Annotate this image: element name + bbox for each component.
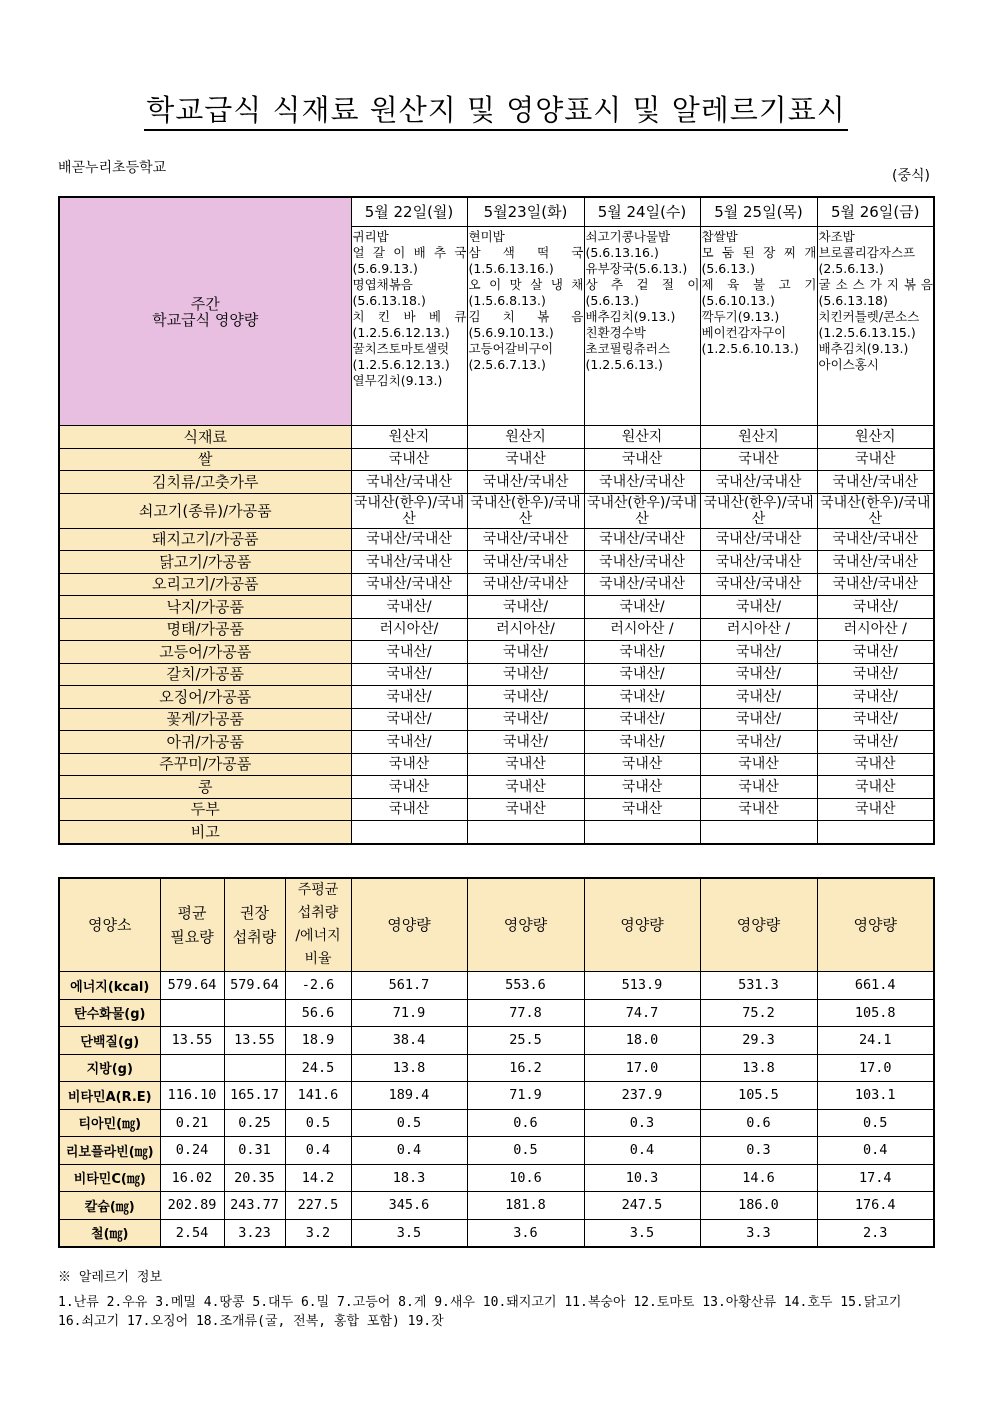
ingredient-label: 두부 bbox=[59, 798, 351, 821]
origin-value: 국내산/ bbox=[351, 686, 467, 709]
menu-item: 찹쌀밥 bbox=[701, 229, 738, 244]
recommended-intake-value bbox=[224, 999, 285, 1027]
menu-item: 고등어갈비구이 bbox=[468, 341, 554, 356]
daily-amount-value: 71.9 bbox=[467, 1082, 584, 1110]
menu-item: (5.6.9.10.13.) bbox=[468, 325, 554, 340]
ingredient-label: 돼지고기/가공품 bbox=[59, 528, 351, 551]
origin-row bbox=[59, 641, 934, 664]
origin-row bbox=[59, 776, 934, 799]
daily-amount-value: 247.5 bbox=[584, 1192, 700, 1220]
menu-item: 꿀치즈토마토샐럿 bbox=[352, 341, 450, 356]
menu-item: 오 이 맛 살 냉 채 bbox=[468, 277, 584, 292]
origin-value: 국내산/국내산 bbox=[817, 551, 934, 574]
menu-item: (5.6.9.13.) bbox=[352, 261, 418, 276]
origin-value: 국내산 bbox=[700, 776, 817, 799]
origin-value: 국내산 bbox=[351, 776, 467, 799]
origin-value: 국내산/ bbox=[700, 641, 817, 664]
origin-value: 국내산/국내산 bbox=[351, 573, 467, 596]
origin-value: 국내산/ bbox=[467, 731, 584, 754]
nutrient-name: 리보플라빈(㎎) bbox=[59, 1137, 160, 1165]
avg-requirement-value: 202.89 bbox=[160, 1192, 224, 1220]
nutrition-table bbox=[58, 877, 935, 1248]
origin-value: 국내산 bbox=[584, 776, 700, 799]
origin-value: 국내산/ bbox=[584, 663, 700, 686]
nutrient-name: 철(㎎) bbox=[59, 1219, 160, 1247]
date-header: 5월 22일(월) bbox=[351, 197, 467, 227]
menu-item: 유부장국(5.6.13.) bbox=[585, 261, 688, 276]
menu-item: 차조밥 bbox=[818, 229, 855, 244]
origin-row bbox=[59, 798, 934, 821]
date-header: 5월 25일(목) bbox=[700, 197, 817, 227]
avg-requirement-value: 2.54 bbox=[160, 1219, 224, 1247]
menu-item: 귀리밥 bbox=[352, 229, 389, 244]
daily-menu-cell bbox=[817, 227, 934, 426]
daily-amount-value: 105.8 bbox=[817, 999, 934, 1027]
origin-value: 원산지 bbox=[584, 426, 700, 449]
menu-item: (5.6.10.13.) bbox=[701, 293, 775, 308]
origin-value: 국내산/ bbox=[467, 708, 584, 731]
allergy-title: ※ 알레르기 정보 bbox=[58, 1270, 163, 1285]
origin-value bbox=[584, 821, 700, 844]
nutrition-row bbox=[59, 1164, 934, 1192]
daily-menu-cell bbox=[584, 227, 700, 426]
origin-value: 국내산/ bbox=[351, 596, 467, 619]
nutrition-row bbox=[59, 1054, 934, 1082]
origin-value: 국내산/ bbox=[467, 663, 584, 686]
origin-value: 국내산/국내산 bbox=[584, 528, 700, 551]
weekly-average-value: 227.5 bbox=[285, 1192, 351, 1220]
menu-item: (5.6.13.18.) bbox=[352, 293, 426, 308]
origin-table bbox=[58, 196, 935, 845]
ingredient-label: 식재료 bbox=[59, 426, 351, 449]
ingredient-label: 주꾸미/가공품 bbox=[59, 753, 351, 776]
daily-amount-value: 25.5 bbox=[467, 1027, 584, 1055]
origin-value: 국내산/국내산 bbox=[700, 573, 817, 596]
origin-value bbox=[467, 821, 584, 844]
daily-amount-value: 3.3 bbox=[700, 1219, 817, 1247]
menu-item: (1.2.5.6.13.15.) bbox=[818, 325, 916, 340]
origin-value: 국내산 bbox=[467, 798, 584, 821]
daily-amount-value: 75.2 bbox=[700, 999, 817, 1027]
menu-item: 명엽채볶음 bbox=[352, 277, 413, 292]
origin-value: 국내산 bbox=[351, 753, 467, 776]
origin-value: 국내산 bbox=[700, 753, 817, 776]
nutrition-row bbox=[59, 999, 934, 1027]
origin-value: 국내산/국내산 bbox=[467, 573, 584, 596]
menu-item: 아이스홍시 bbox=[818, 357, 879, 372]
avg-requirement-value: 16.02 bbox=[160, 1164, 224, 1192]
menu-item: 깍두기(9.13.) bbox=[701, 309, 780, 324]
menu-item: (2.5.6.13.) bbox=[818, 261, 884, 276]
origin-value: 국내산 bbox=[584, 798, 700, 821]
daily-amount-value: 0.6 bbox=[467, 1109, 584, 1137]
avg-requirement-header: 평균 필요량 bbox=[160, 878, 224, 972]
origin-row bbox=[59, 528, 934, 551]
menu-item: 쇠고기콩나물밥 bbox=[585, 229, 671, 244]
origin-row bbox=[59, 618, 934, 641]
meal-type: (중식) bbox=[892, 168, 930, 184]
menu-item: 모 둠 된 장 찌 개 bbox=[701, 245, 817, 260]
origin-value: 국내산/국내산 bbox=[351, 551, 467, 574]
ingredient-label: 김치류/고춧가루 bbox=[59, 471, 351, 494]
avg-requirement-value: 579.64 bbox=[160, 972, 224, 1000]
origin-value: 국내산 bbox=[467, 753, 584, 776]
school-name: 배곧누리초등학교 bbox=[58, 160, 167, 176]
daily-amount-value: 176.4 bbox=[817, 1192, 934, 1220]
origin-value: 국내산/국내산 bbox=[351, 528, 467, 551]
daily-amount-value: 103.1 bbox=[817, 1082, 934, 1110]
origin-value: 국내산/국내산 bbox=[584, 551, 700, 574]
origin-value: 국내산/국내산 bbox=[700, 551, 817, 574]
daily-amount-value: 18.3 bbox=[351, 1164, 467, 1192]
nutrient-name: 단백질(g) bbox=[59, 1027, 160, 1055]
daily-amount-value: 13.8 bbox=[351, 1054, 467, 1082]
menu-item: (5.6.13.18) bbox=[818, 293, 888, 308]
origin-value: 국내산 bbox=[584, 753, 700, 776]
ingredient-label: 아귀/가공품 bbox=[59, 731, 351, 754]
weekly-average-value: 24.5 bbox=[285, 1054, 351, 1082]
daily-amount-value: 2.3 bbox=[817, 1219, 934, 1247]
daily-amount-value: 553.6 bbox=[467, 972, 584, 1000]
nutrition-row bbox=[59, 1192, 934, 1220]
daily-amount-value: 661.4 bbox=[817, 972, 934, 1000]
origin-value: 러시아산/ bbox=[351, 618, 467, 641]
page-title: 학교급식 식재료 원산지 및 영양표시 및 알레르기표시 bbox=[0, 88, 992, 129]
daily-amount-value: 0.5 bbox=[817, 1109, 934, 1137]
weekly-average-header: 주평균 섭취량 /에너지 비율 bbox=[285, 878, 351, 972]
origin-value: 국내산/ bbox=[351, 731, 467, 754]
menu-item: (1.5.6.8.13.) bbox=[468, 293, 546, 308]
daily-amount-value: 181.8 bbox=[467, 1192, 584, 1220]
daily-menu-cell bbox=[467, 227, 584, 426]
origin-value: 러시아산 / bbox=[817, 618, 934, 641]
origin-value: 국내산/ bbox=[817, 686, 934, 709]
origin-value: 국내산/국내산 bbox=[584, 573, 700, 596]
recommended-intake-value: 13.55 bbox=[224, 1027, 285, 1055]
origin-value: 국내산/국내산 bbox=[700, 471, 817, 494]
ingredient-label: 오징어/가공품 bbox=[59, 686, 351, 709]
daily-amount-value: 29.3 bbox=[700, 1027, 817, 1055]
origin-value: 국내산/ bbox=[817, 708, 934, 731]
allergy-list-line-1: 1.난류 2.우유 3.메밀 4.땅콩 5.대두 6.밀 7.고등어 8.게 9.새우 10.돼지고기 11.복숭아 12.토마토 13.아황산류 14.호두 15.닭고기 bbox=[58, 1295, 902, 1310]
menu-item: 얼 갈 이 배 추 국 bbox=[352, 245, 467, 260]
origin-value: 국내산 bbox=[584, 448, 700, 471]
origin-row bbox=[59, 493, 934, 528]
origin-value: 국내산/ bbox=[351, 708, 467, 731]
daily-amount-value: 38.4 bbox=[351, 1027, 467, 1055]
date-header: 5월 24일(수) bbox=[584, 197, 700, 227]
daily-amount-value: 0.4 bbox=[817, 1137, 934, 1165]
menu-item: 열무김치(9.13.) bbox=[352, 373, 443, 388]
origin-row bbox=[59, 708, 934, 731]
menu-item: 김 치 볶 음 bbox=[468, 309, 584, 324]
amount-header: 영양량 bbox=[700, 878, 817, 972]
daily-amount-value: 16.2 bbox=[467, 1054, 584, 1082]
origin-value: 국내산/ bbox=[584, 641, 700, 664]
menu-item: (1.2.5.6.10.13.) bbox=[701, 341, 799, 356]
avg-requirement-value: 13.55 bbox=[160, 1027, 224, 1055]
ingredient-label: 쌀 bbox=[59, 448, 351, 471]
daily-amount-value: 0.3 bbox=[584, 1109, 700, 1137]
weekly-average-value: 0.5 bbox=[285, 1109, 351, 1137]
amount-header: 영양량 bbox=[584, 878, 700, 972]
origin-value: 국내산/국내산 bbox=[467, 551, 584, 574]
origin-value: 국내산(한우)/국내산 bbox=[351, 493, 467, 528]
menu-item: 상 추 겉 절 이 bbox=[585, 277, 700, 292]
origin-value: 국내산 bbox=[817, 798, 934, 821]
origin-row bbox=[59, 426, 934, 449]
daily-amount-value: 0.4 bbox=[351, 1137, 467, 1165]
origin-value: 국내산 bbox=[351, 448, 467, 471]
origin-value: 국내산/ bbox=[467, 596, 584, 619]
nutrition-row bbox=[59, 1027, 934, 1055]
origin-value: 국내산(한우)/국내산 bbox=[584, 493, 700, 528]
origin-row bbox=[59, 471, 934, 494]
origin-value: 국내산(한우)/국내산 bbox=[467, 493, 584, 528]
daily-amount-value: 3.6 bbox=[467, 1219, 584, 1247]
origin-value: 원산지 bbox=[700, 426, 817, 449]
origin-row bbox=[59, 821, 934, 844]
origin-value: 국내산/ bbox=[700, 686, 817, 709]
origin-row bbox=[59, 753, 934, 776]
daily-amount-value: 561.7 bbox=[351, 972, 467, 1000]
daily-amount-value: 10.3 bbox=[584, 1164, 700, 1192]
nutrient-name: 비타민C(㎎) bbox=[59, 1164, 160, 1192]
allergy-list-line-2: 16.쇠고기 17.오징어 18.조개류(굴, 전복, 홍합 포함) 19.잣 bbox=[58, 1314, 444, 1329]
daily-amount-value: 10.6 bbox=[467, 1164, 584, 1192]
recommended-intake-value: 579.64 bbox=[224, 972, 285, 1000]
origin-row bbox=[59, 596, 934, 619]
origin-value: 국내산 bbox=[700, 798, 817, 821]
origin-value: 국내산/ bbox=[584, 731, 700, 754]
menu-item: 제 육 불 고 기 bbox=[701, 277, 817, 292]
origin-row bbox=[59, 551, 934, 574]
menu-item: 친환경수박 bbox=[585, 325, 646, 340]
origin-value bbox=[700, 821, 817, 844]
daily-amount-value: 345.6 bbox=[351, 1192, 467, 1220]
origin-value bbox=[351, 821, 467, 844]
nutrient-header: 영양소 bbox=[59, 878, 160, 972]
menu-item: (5.6.13.) bbox=[585, 293, 639, 308]
daily-amount-value: 17.4 bbox=[817, 1164, 934, 1192]
menu-item: (1.2.5.6.12.13.) bbox=[352, 357, 450, 372]
date-header: 5월23일(화) bbox=[467, 197, 584, 227]
weekly-average-value: 141.6 bbox=[285, 1082, 351, 1110]
daily-menu-cell bbox=[700, 227, 817, 426]
origin-value: 국내산/국내산 bbox=[700, 528, 817, 551]
origin-value: 러시아산 / bbox=[700, 618, 817, 641]
origin-row bbox=[59, 448, 934, 471]
ingredient-label: 낙지/가공품 bbox=[59, 596, 351, 619]
menu-item: 치킨커틀렛/콘소스 bbox=[818, 309, 920, 324]
recommended-intake-value: 3.23 bbox=[224, 1219, 285, 1247]
ingredient-label: 명태/가공품 bbox=[59, 618, 351, 641]
nutrition-row bbox=[59, 1137, 934, 1165]
daily-amount-value: 14.6 bbox=[700, 1164, 817, 1192]
daily-amount-value: 0.4 bbox=[584, 1137, 700, 1165]
weekly-average-value: 3.2 bbox=[285, 1219, 351, 1247]
ingredient-label: 갈치/가공품 bbox=[59, 663, 351, 686]
origin-value: 국내산/국내산 bbox=[817, 471, 934, 494]
origin-value: 러시아산 / bbox=[584, 618, 700, 641]
origin-value: 국내산(한우)/국내산 bbox=[700, 493, 817, 528]
origin-value: 국내산 bbox=[817, 753, 934, 776]
nutrient-name: 지방(g) bbox=[59, 1054, 160, 1082]
daily-amount-value: 0.6 bbox=[700, 1109, 817, 1137]
menu-item: 브로콜리감자스프 bbox=[818, 245, 916, 260]
recommended-intake-value: 0.25 bbox=[224, 1109, 285, 1137]
daily-amount-value: 0.5 bbox=[467, 1137, 584, 1165]
origin-value: 국내산/ bbox=[467, 641, 584, 664]
origin-value: 국내산/국내산 bbox=[584, 471, 700, 494]
origin-value: 국내산/ bbox=[817, 641, 934, 664]
ingredient-label: 콩 bbox=[59, 776, 351, 799]
weekly-average-value: -2.6 bbox=[285, 972, 351, 1000]
avg-requirement-value: 116.10 bbox=[160, 1082, 224, 1110]
daily-amount-value: 0.3 bbox=[700, 1137, 817, 1165]
origin-value: 원산지 bbox=[467, 426, 584, 449]
daily-amount-value: 77.8 bbox=[467, 999, 584, 1027]
origin-value: 원산지 bbox=[351, 426, 467, 449]
menu-item: 굴 소 스 가 지 볶 음 bbox=[818, 277, 933, 292]
weekly-average-value: 56.6 bbox=[285, 999, 351, 1027]
weekly-nutrition-label: 주간 학교급식 영양량 bbox=[59, 197, 351, 426]
ingredient-label: 고등어/가공품 bbox=[59, 641, 351, 664]
origin-value: 국내산/ bbox=[351, 663, 467, 686]
origin-value: 국내산/ bbox=[584, 708, 700, 731]
nutrient-name: 티아민(㎎) bbox=[59, 1109, 160, 1137]
menu-item: 삼 색 떡 국 bbox=[468, 245, 584, 260]
origin-value: 국내산/국내산 bbox=[467, 471, 584, 494]
origin-value: 국내산/ bbox=[817, 596, 934, 619]
ingredient-label: 오리고기/가공품 bbox=[59, 573, 351, 596]
nutrient-name: 에너지(kcal) bbox=[59, 972, 160, 1000]
origin-row bbox=[59, 731, 934, 754]
origin-value: 국내산/ bbox=[817, 731, 934, 754]
amount-header: 영양량 bbox=[817, 878, 934, 972]
daily-amount-value: 3.5 bbox=[351, 1219, 467, 1247]
origin-value bbox=[817, 821, 934, 844]
ingredient-label: 비고 bbox=[59, 821, 351, 844]
origin-value: 국내산/ bbox=[584, 686, 700, 709]
recommended-intake-header: 권장 섭취량 bbox=[224, 878, 285, 972]
daily-amount-value: 24.1 bbox=[817, 1027, 934, 1055]
origin-value: 국내산 bbox=[351, 798, 467, 821]
daily-amount-value: 531.3 bbox=[700, 972, 817, 1000]
daily-amount-value: 513.9 bbox=[584, 972, 700, 1000]
date-header: 5월 26일(금) bbox=[817, 197, 934, 227]
origin-value: 국내산/국내산 bbox=[467, 528, 584, 551]
origin-value: 국내산/ bbox=[467, 686, 584, 709]
ingredient-label: 닭고기/가공품 bbox=[59, 551, 351, 574]
menu-item: 현미밥 bbox=[468, 229, 505, 244]
origin-value: 국내산/국내산 bbox=[817, 528, 934, 551]
menu-item: (1.2.5.6.13.) bbox=[585, 357, 663, 372]
origin-value: 국내산 bbox=[817, 776, 934, 799]
recommended-intake-value: 0.31 bbox=[224, 1137, 285, 1165]
menu-item: (5.6.13.) bbox=[701, 261, 755, 276]
avg-requirement-value: 0.24 bbox=[160, 1137, 224, 1165]
nutrition-row bbox=[59, 1082, 934, 1110]
daily-amount-value: 0.5 bbox=[351, 1109, 467, 1137]
origin-value: 국내산(한우)/국내산 bbox=[817, 493, 934, 528]
menu-item: (1.2.5.6.12.13.) bbox=[352, 325, 450, 340]
weekly-average-value: 18.9 bbox=[285, 1027, 351, 1055]
menu-item: 초코필링츄러스 bbox=[585, 341, 671, 356]
daily-amount-value: 105.5 bbox=[700, 1082, 817, 1110]
amount-header: 영양량 bbox=[467, 878, 584, 972]
origin-value: 국내산/ bbox=[817, 663, 934, 686]
daily-amount-value: 186.0 bbox=[700, 1192, 817, 1220]
daily-amount-value: 189.4 bbox=[351, 1082, 467, 1110]
daily-amount-value: 18.0 bbox=[584, 1027, 700, 1055]
daily-amount-value: 74.7 bbox=[584, 999, 700, 1027]
recommended-intake-value: 165.17 bbox=[224, 1082, 285, 1110]
menu-item: 배추김치(9.13.) bbox=[585, 309, 676, 324]
origin-value: 국내산/ bbox=[700, 708, 817, 731]
nutrient-name: 칼슘(㎎) bbox=[59, 1192, 160, 1220]
daily-amount-value: 13.8 bbox=[700, 1054, 817, 1082]
daily-amount-value: 17.0 bbox=[584, 1054, 700, 1082]
origin-value: 러시아산/ bbox=[467, 618, 584, 641]
origin-value: 국내산/ bbox=[584, 596, 700, 619]
weekly-average-value: 0.4 bbox=[285, 1137, 351, 1165]
origin-value: 국내산/국내산 bbox=[817, 573, 934, 596]
origin-value: 국내산 bbox=[467, 776, 584, 799]
nutrient-name: 비타민A(R.E) bbox=[59, 1082, 160, 1110]
menu-item: 베이컨감자구이 bbox=[701, 325, 787, 340]
origin-value: 국내산 bbox=[817, 448, 934, 471]
avg-requirement-value bbox=[160, 999, 224, 1027]
menu-item: 치 킨 바 베 큐 bbox=[352, 309, 467, 324]
weekly-average-value: 14.2 bbox=[285, 1164, 351, 1192]
avg-requirement-value: 0.21 bbox=[160, 1109, 224, 1137]
amount-header: 영양량 bbox=[351, 878, 467, 972]
recommended-intake-value: 243.77 bbox=[224, 1192, 285, 1220]
ingredient-label: 꽃게/가공품 bbox=[59, 708, 351, 731]
nutrition-row bbox=[59, 1109, 934, 1137]
origin-value: 국내산/ bbox=[700, 731, 817, 754]
origin-value: 국내산/ bbox=[351, 641, 467, 664]
daily-amount-value: 3.5 bbox=[584, 1219, 700, 1247]
origin-value: 국내산/국내산 bbox=[351, 471, 467, 494]
menu-item: (5.6.13.16.) bbox=[585, 245, 659, 260]
recommended-intake-value: 20.35 bbox=[224, 1164, 285, 1192]
origin-value: 국내산 bbox=[467, 448, 584, 471]
daily-amount-value: 237.9 bbox=[584, 1082, 700, 1110]
daily-amount-value: 17.0 bbox=[817, 1054, 934, 1082]
nutrient-name: 탄수화물(g) bbox=[59, 999, 160, 1027]
daily-amount-value: 71.9 bbox=[351, 999, 467, 1027]
origin-row bbox=[59, 663, 934, 686]
avg-requirement-value bbox=[160, 1054, 224, 1082]
origin-row bbox=[59, 686, 934, 709]
menu-item: (2.5.6.7.13.) bbox=[468, 357, 546, 372]
daily-menu-cell bbox=[351, 227, 467, 426]
menu-item: 배추김치(9.13.) bbox=[818, 341, 909, 356]
recommended-intake-value bbox=[224, 1054, 285, 1082]
ingredient-label: 쇠고기(종류)/가공품 bbox=[59, 493, 351, 528]
nutrition-row bbox=[59, 1219, 934, 1247]
origin-value: 원산지 bbox=[817, 426, 934, 449]
origin-value: 국내산/ bbox=[700, 663, 817, 686]
menu-item: (1.5.6.13.16.) bbox=[468, 261, 554, 276]
nutrition-row bbox=[59, 972, 934, 1000]
origin-value: 국내산/ bbox=[700, 596, 817, 619]
origin-value: 국내산 bbox=[700, 448, 817, 471]
origin-row bbox=[59, 573, 934, 596]
